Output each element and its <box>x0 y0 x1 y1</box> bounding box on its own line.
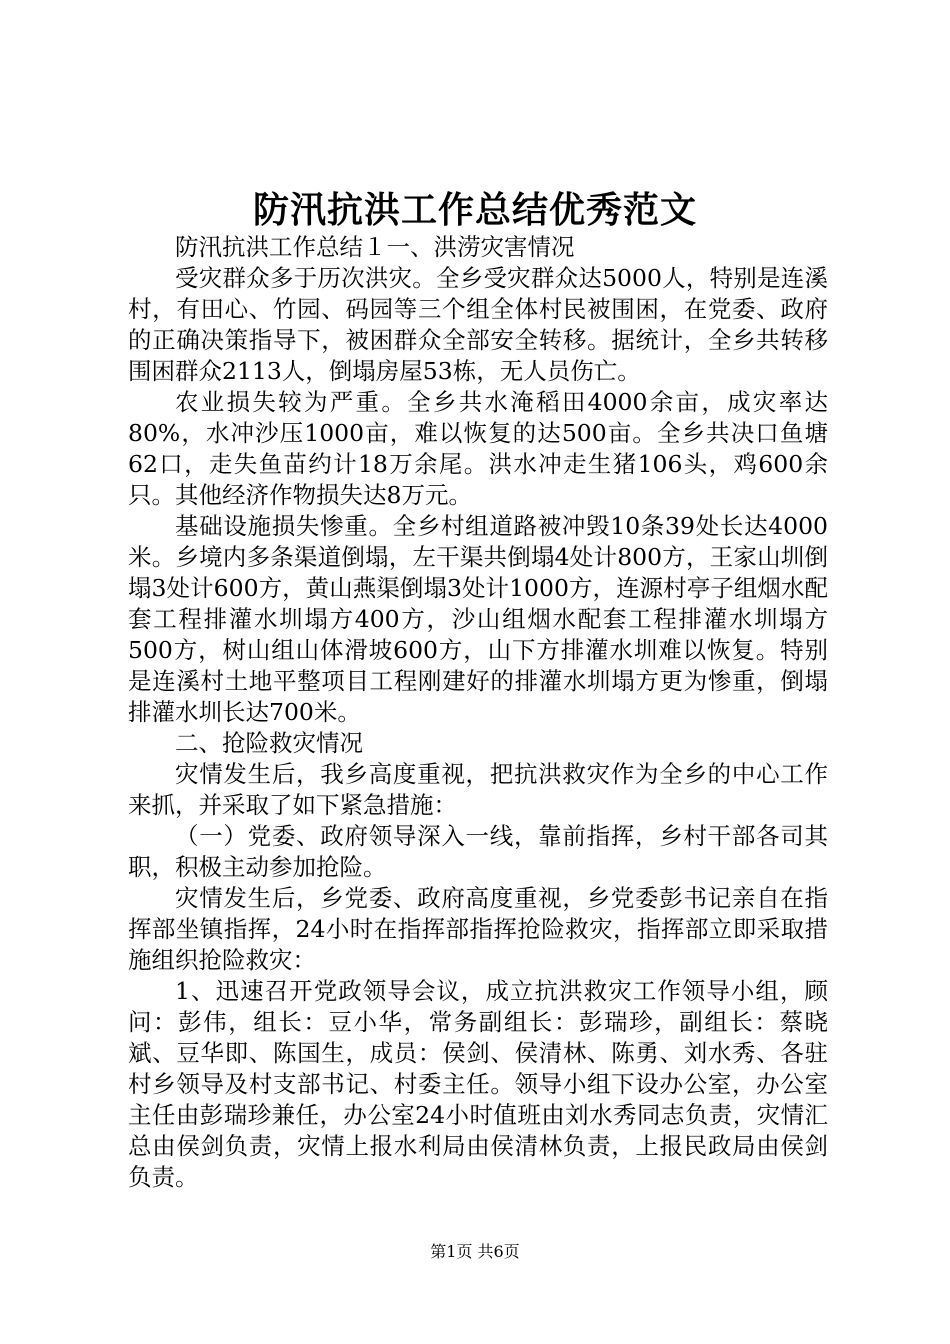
paragraph-agriculture-loss: 农业损失较为严重。全乡共水淹稻田4000余亩，成灾率达80%，水冲沙压1000亩，难以恢复的达500亩。全乡共决口鱼塘62口，走失鱼苗约计18万余尾。洪水冲走生猪106头，鸡600余只。其他经济作物损失达8万元。 <box>128 388 828 509</box>
paragraph-affected-population: 受灾群众多于历次洪灾。全乡受灾群众达5000人，特别是连溪村，有田心、竹园、码园等三个组全体村民被围困，在党委、政府的正确决策指导下，被困群众全部安全转移。据统计，全乡共转移围困群众2113人，倒塌房屋53栋，无人员伤亡。 <box>128 264 828 385</box>
paragraph-response: 灾情发生后，我乡高度重视，把抗洪救灾作为全乡的中心工作来抓，并采取了如下紧急措施： <box>128 760 828 819</box>
paragraph-command: 灾情发生后，乡党委、政府高度重视，乡党委彭书记亲自在指挥部坐镇指挥，24小时在指挥部指挥抢险救灾，指挥部立即采取措施组织抢险救灾： <box>128 884 828 974</box>
document-title: 防汛抗洪工作总结优秀范文 <box>252 189 697 231</box>
page-footer: 第1页 共6页 <box>430 1242 520 1261</box>
section-heading-rescue: 二、抢险救灾情况 <box>175 729 363 757</box>
paragraph-leadership-group: 1、迅速召开党政领导会议，成立抗洪救灾工作领导小组，顾问：彭伟，组长：豆小华，常务副组长：彭瑞珍，副组长：蔡晓斌、豆华即、陈国生，成员：侯剑、侯清林、陈勇、刘水秀、各驻村乡领导及村支部书记、村委主任。领导小组下设办公室，办公室主任由彭瑞珍兼任，办公室24小时值班由刘水秀同志负责，灾情汇总由侯剑负责，灾情上报水利局由侯清林负责，上报民政局由侯剑负责。 <box>128 977 828 1191</box>
paragraph-measure-one: （一）党委、政府领导深入一线，靠前指挥，乡村干部各司其职，积极主动参加抢险。 <box>128 822 828 881</box>
paragraph-infrastructure-loss: 基础设施损失惨重。全乡村组道路被冲毁10条39处长达4000米。乡境内多条渠道倒塌，左干渠共倒塌4处计800方，王家山圳倒塌3处计600方，黄山燕渠倒塌3处计1000方，连源村亭子组烟水配套工程排灌水圳塌方400方，沙山组烟水配套工程排灌水圳塌方500方，树山组山体滑坡600方，山下方排灌水圳难以恢复。特别是连溪村土地平整项目工程刚建好的排灌水圳塌方更为惨重，倒塌排灌水圳长达700米。 <box>128 512 828 726</box>
paragraph-intro: 防汛抗洪工作总结１一、洪涝灾害情况 <box>175 233 575 261</box>
document-body <box>128 232 828 1193</box>
